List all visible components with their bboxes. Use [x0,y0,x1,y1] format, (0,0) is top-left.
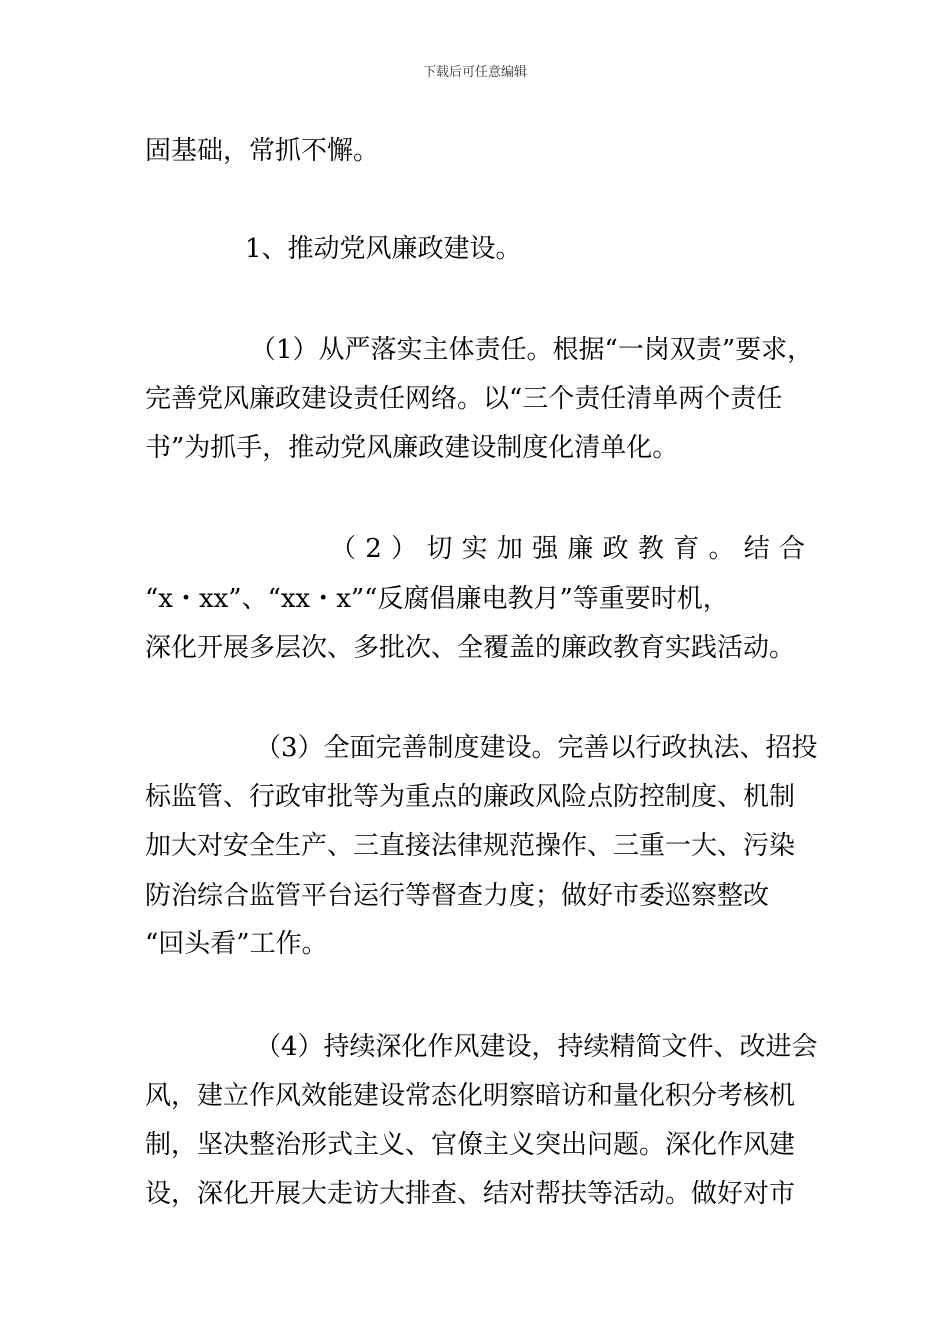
justified-char: （ [330,534,357,564]
text-line: 标监管、行政审批等为重点的廉政风险点防控制度、机制 [145,782,796,812]
justified-char: 2 [365,534,382,564]
text-line: 风，建立作风效能建设常态化明察暗访和量化积分考核机 [145,1081,796,1111]
justified-char: 实 [461,534,488,564]
justified-char: 结 [743,534,770,564]
text-line: “x・xx”、“xx・x”“反腐倡廉电教月”等重要时机， [145,584,729,614]
text-line: （3）全面完善制度建设。完善以行政执法、招投 [255,733,818,763]
justified-char: ） [391,534,418,564]
text-line: （4）持续深化作风建设，持续精简文件、改进会 [255,1032,818,1062]
text-line: 制，坚决整治形式主义、官僚主义突出问题。深化作风建 [145,1130,796,1160]
justified-char: 强 [532,534,559,564]
text-line: 书”为抓手，推动党风廉政建设制度化清单化。 [145,433,679,463]
justified-char: 政 [602,534,629,564]
justified-char: 。 [708,534,735,564]
justified-char: 育 [673,534,700,564]
justified-char: 廉 [567,534,594,564]
text-line: 防治综合监管平台运行等督查力度；做好市委巡察整改 [145,881,770,911]
section-heading: 1、推动党风廉政建设。 [245,234,522,264]
text-line: （1）从严落实主体责任。根据“一岗双责”要求， [250,335,814,365]
justified-char: 教 [637,534,664,564]
text-line: “回头看”工作。 [145,929,328,959]
text-line: 加大对安全生产、三直接法律规范操作、三重一大、污染 [145,831,796,861]
page-header: 下载后可任意编辑 [422,65,527,80]
justified-char: 切 [426,534,453,564]
justified-char: 加 [496,534,523,564]
justified-char: 合 [778,534,805,564]
text-line: 设，深化开展大走访大排查、结对帮扶等活动。做好对市 [145,1179,796,1209]
text-line: 完善党风廉政建设责任网络。以“三个责任清单两个责任 [145,384,783,414]
justified-text-line [330,532,805,566]
text-line: 固基础，常抓不懈。 [145,136,380,166]
text-line: 深化开展多层次、多批次、全覆盖的廉政教育实践活动。 [145,633,796,663]
